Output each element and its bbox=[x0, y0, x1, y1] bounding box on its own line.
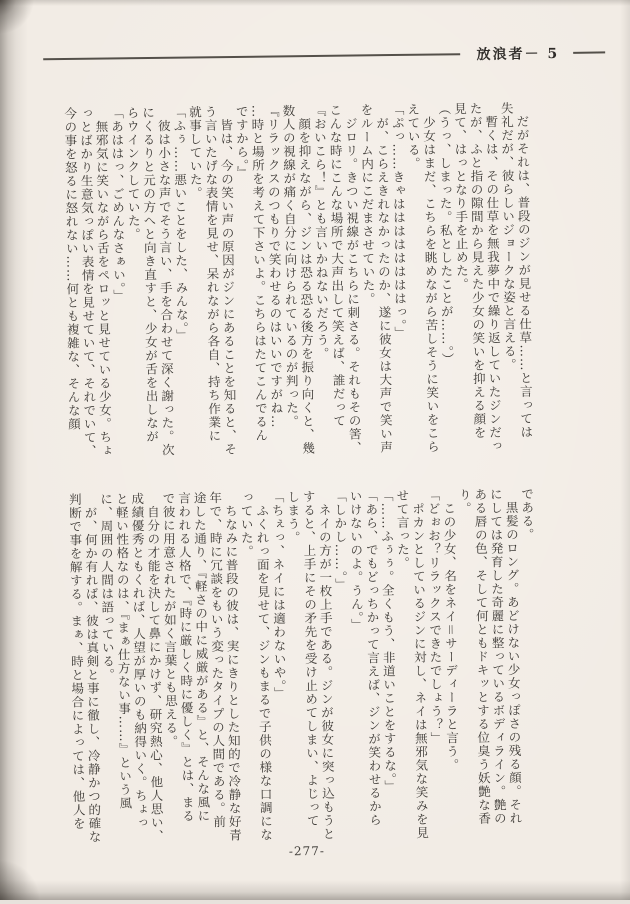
text-line: 就事していた。 bbox=[187, 105, 204, 201]
text-line: で彼に用意されたが如く言葉とも思える。 bbox=[160, 491, 179, 749]
text-line: 少女はまだ、こちらを眺めながら苦しそうに笑いをこら bbox=[421, 102, 441, 454]
text-line: この少女、名をネイ＝サーディーラと言う。 bbox=[441, 488, 460, 772]
text-line: ある唇の色、そして何ともドキッとする位臭う妖艶な香 bbox=[472, 487, 492, 826]
text-line: 失礼だが、彼らしいジョークな姿と言える。 bbox=[499, 101, 518, 372]
text-line: である。 bbox=[519, 487, 536, 542]
text-line: 成績優秀ともくれば、人望が厚いのも納得いく。ちょっ bbox=[129, 492, 149, 830]
text-line: …時と場所を考えて下さいよ。こちらはたてこんでるん bbox=[249, 104, 269, 443]
text-line: ジロリ。きつい視線がこちらに刺さる。それもその筈、 bbox=[343, 103, 363, 455]
text-line: ネイの方が一枚上手である。ジンが彼女に突っ込もうと bbox=[316, 489, 337, 841]
text-line: が、何か有れば、彼は真剣と事に徹し、冷静かつ的確な bbox=[82, 492, 103, 844]
text-line: 暫くは、その仕草を無我夢中で繰り返していたジンだっ bbox=[483, 101, 503, 453]
text-line: 「ぷっ……きゃははははははははっ。」 bbox=[390, 102, 408, 340]
text-block-bottom bbox=[67, 487, 539, 847]
text-line: 「あら、でもどっちかって言えば、ジンが笑わせるから bbox=[363, 489, 383, 827]
text-line: ふくれっ面を見せて、ジンもまるで子供の様な口調にな bbox=[254, 490, 274, 842]
text-line: 見て、はっとなり手を止めた。 bbox=[452, 102, 470, 292]
text-line: せて言った。 bbox=[394, 488, 411, 571]
text-line: が、こらえきれなかったのか、遂に彼女は大声で笑い声 bbox=[374, 103, 394, 455]
text-line: たが、ふと指の隙間から見えた少女の笑いを抑える顔を bbox=[467, 101, 488, 440]
text-line: ですから。』 bbox=[234, 104, 251, 180]
text-line: っていた。 bbox=[238, 490, 255, 559]
text-line: 黒髪のロング。あどけない少女っぽさの残る顔。それ bbox=[503, 487, 524, 826]
text-line: いけないのよ。うん。」 bbox=[347, 489, 365, 632]
text-line: 数人の視線が痛く自分に向けられているのが判った。 bbox=[280, 104, 300, 429]
text-line: う言いたげな表情を見せ、呆れながら各自、持ち作業に bbox=[202, 105, 223, 443]
text-line: 「しかし……。」 bbox=[332, 489, 349, 592]
text-line: に、周囲の人間は語っている。 bbox=[98, 492, 116, 682]
text-line: しまう。 bbox=[285, 490, 302, 545]
text-line: 判断で事を解する。まぁ、時と場合によっては、他人を bbox=[67, 492, 87, 831]
header-title: 放浪者－ 5 bbox=[476, 45, 560, 63]
text-line: 『おいこら！』とも言いかねないだろう。 bbox=[312, 103, 331, 361]
text-block-top bbox=[62, 101, 534, 461]
text-line: と軽い性格なのは、『まぁ仕方ない事……』という風 bbox=[114, 492, 133, 811]
text-line: 無邪気に笑いながら舌をペロッと見せている少女。ちょ bbox=[93, 106, 114, 458]
text-line: だがそれは、普段のジンが見せる仕草……と言っては bbox=[514, 101, 534, 440]
text-line: ちなみに普段の彼は、実にきりとした知的で冷静な好青 bbox=[223, 490, 243, 843]
text-line: 「ふぅ……悪いことをした、みんな。」 bbox=[171, 105, 190, 343]
text-line: らウインクしていた。 bbox=[124, 106, 142, 242]
text-line: 彼は小さな声でそう言い、手を合わせて深く謝った。次 bbox=[156, 105, 176, 457]
text-line: り。 bbox=[457, 488, 473, 516]
text-line: 「あははっ、ごめんなさぁい。」 bbox=[109, 106, 127, 303]
text-line: （うっ、しまった。私としたことが……。） bbox=[436, 102, 456, 367]
text-line: 「ちぇっ、ネイには適わないや。」 bbox=[269, 490, 288, 701]
text-line: こんな時にこんな場所で大声出して笑えば、誰だって bbox=[327, 103, 347, 428]
text-line: 言われる人格で、『時に厳しく時に優しく』とは、まる bbox=[176, 491, 196, 823]
page-number: -277- bbox=[288, 843, 325, 859]
header-rule-left bbox=[43, 53, 460, 60]
text-line: 年で、時に冗談をもいう変ったタイプの人間である。前 bbox=[207, 491, 227, 829]
text-line: をルーム内にこだまさせていた。 bbox=[358, 103, 377, 306]
text-line: えている。 bbox=[405, 102, 422, 171]
text-line: にしては発育した奇麗に整っているボディライン。艶の bbox=[488, 487, 508, 826]
text-line: っとばかり生意気っぽい表情を見せていて、それでいて、 bbox=[78, 106, 98, 458]
text-line: 『リラックスのつもりで笑わせるのはいいですがね… bbox=[265, 104, 285, 429]
page-header bbox=[43, 42, 605, 69]
text-line: 「どぉお？リラックスできたでしょう？」 bbox=[425, 488, 445, 746]
text-line: 途した通り、『軽さの中に威厳がある』と、そんな風に bbox=[192, 491, 212, 823]
text-line: ポカンとしているジンに対し、ネイは無邪気な笑みを見 bbox=[410, 488, 430, 840]
text-line: 今の事を怒るに怒れない……何とも複雑な、そんな顔 bbox=[62, 106, 82, 432]
text-line: 皆は、今の笑い声の原因がジンにあることを知ると、そ bbox=[218, 104, 238, 457]
text-line: 自分の才能を決して鼻にかけず、研究熱心、他人思い、 bbox=[145, 491, 165, 844]
text-line: 顔を抑えながら、ジンは恐る恐る後方を振り向くと、幾 bbox=[296, 104, 316, 456]
text-line: すると、上手にその矛先を受け止めてしまい、よじって bbox=[301, 489, 321, 828]
text-line: にくるりと元の方へと向き直すと、少女が舌を出しなが bbox=[140, 105, 160, 444]
header-rule-right bbox=[573, 51, 605, 53]
text-line: 「……ふぅぅ。全くもう、非道いことをするな。」 bbox=[379, 489, 398, 794]
